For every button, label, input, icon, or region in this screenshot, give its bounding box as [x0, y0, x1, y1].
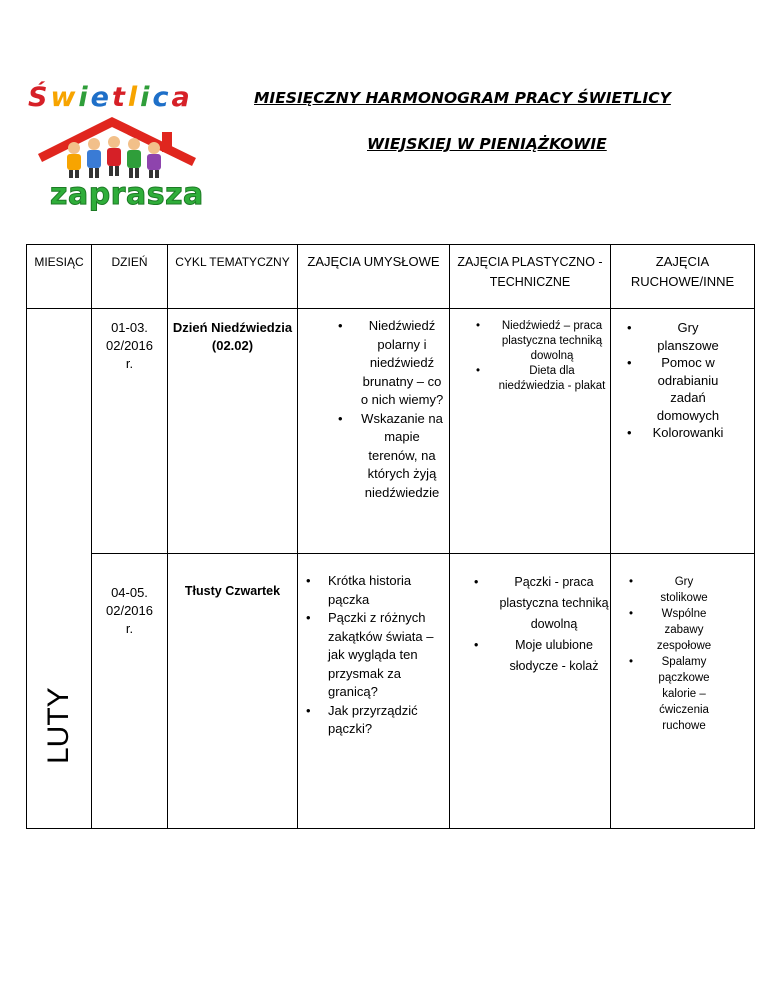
- list-item: • Krótka historia pączka: [328, 572, 443, 609]
- day-cell: [92, 309, 168, 554]
- day-suffix: r.: [125, 356, 134, 371]
- header-theme: CYKL TEMATYCZNY: [168, 245, 298, 309]
- logo-tagline: zaprasza: [50, 177, 204, 212]
- list-item: • Niedźwiedź polarny i niedźwiedź brunatny – co o nich wiemy?: [360, 317, 444, 410]
- day-range: 04-05.: [111, 585, 148, 600]
- list-item: • Moje ulubione słodycze - kolaż: [496, 635, 612, 677]
- day-month-year: 02/2016: [106, 338, 153, 353]
- list-item: • Jak przyrządzić pączki?: [328, 702, 443, 739]
- month-cell: [27, 309, 92, 829]
- movement-cell: [611, 309, 755, 554]
- theme-date: (02.02): [211, 338, 254, 353]
- list-item: • Pączki - praca plastyczna techniką dowolną: [496, 572, 612, 635]
- theme-title: Dzień Niedźwiedzia: [172, 320, 293, 335]
- theme-cell: [168, 554, 298, 829]
- list-item: • Wspólne zabawy zespołowe: [651, 606, 717, 654]
- list-item: • Pomoc w odrabianiu zadań domowych: [649, 354, 727, 424]
- header-mental: ZAJĘCIA UMYSŁOWE: [298, 245, 450, 309]
- swietlica-logo: [22, 80, 244, 220]
- mental-cell: [298, 554, 450, 829]
- list-item: • Gry stolikowe: [651, 574, 717, 606]
- list-item: • Wskazanie na mapie terenów, na których żyją niedźwiedzie: [360, 410, 444, 503]
- theme-cell: [168, 309, 298, 554]
- table-header-row: [27, 245, 755, 309]
- header-art-line2: TECHNICZNE: [489, 275, 571, 289]
- list-item: • Dieta dla niedźwiedzia - plakat: [498, 364, 606, 394]
- month-label: LUTY: [42, 687, 75, 764]
- list-item: • Niedźwiedź – praca plastyczna techniką dowolną: [498, 319, 606, 364]
- art-cell: [450, 309, 611, 554]
- list-item: • Pączki z różnych zakątków świata – jak wygląda ten przysmak za granicą?: [328, 609, 443, 702]
- header-movement-line2: RUCHOWE/INNE: [630, 274, 735, 289]
- day-suffix: r.: [125, 621, 134, 636]
- header-art-line1: ZAJĘCIA PLASTYCZNO -: [457, 255, 603, 269]
- list-item: • Gry planszowe: [649, 319, 727, 354]
- mental-cell: [298, 309, 450, 554]
- art-cell: [450, 554, 611, 829]
- day-range: 01-03.: [111, 320, 148, 335]
- movement-cell: [611, 554, 755, 829]
- day-month-year: 02/2016: [106, 603, 153, 618]
- page-title-line1: MIESIĘCZNY HARMONOGRAM PRACY ŚWIETLICY: [254, 89, 671, 107]
- header-movement-line1: ZAJĘCIA: [655, 254, 710, 269]
- header-art: [450, 245, 611, 309]
- schedule-table: [26, 244, 755, 829]
- svg-text:Świetlica: Świetlica: [28, 82, 193, 113]
- header-day: DZIEŃ: [92, 245, 168, 309]
- header-month: MIESIĄC: [27, 245, 92, 309]
- page-title-line2: WIEJSKIEJ W PIENIĄŻKOWIE: [367, 135, 607, 153]
- theme-title: Tłusty Czwartek: [184, 584, 281, 598]
- header-movement: [611, 245, 755, 309]
- table-row: [27, 309, 755, 554]
- list-item: • Spalamy pączkowe kalorie – ćwiczenia ruchowe: [651, 654, 717, 734]
- day-cell: [92, 554, 168, 829]
- table-row: [27, 554, 755, 829]
- list-item: • Kolorowanki: [649, 424, 727, 442]
